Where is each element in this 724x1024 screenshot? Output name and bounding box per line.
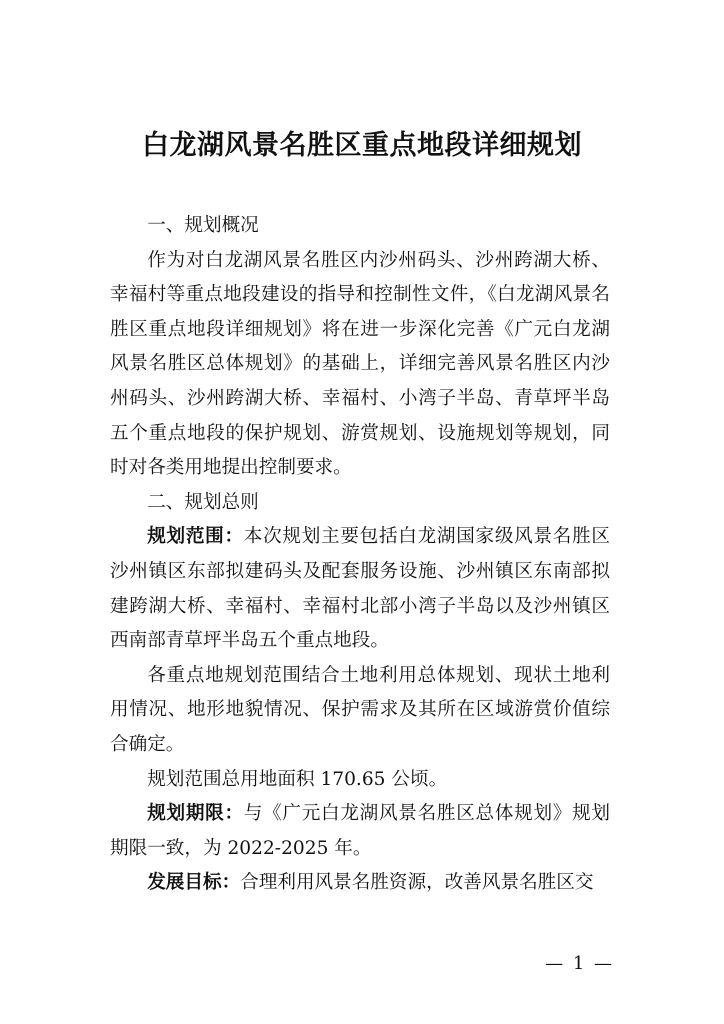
scope-label: 规划范围： (147, 526, 244, 548)
section-heading-overview: 一、规划概况 (147, 215, 259, 236)
goal-label: 发展目标： (147, 872, 241, 894)
document-body (110, 209, 610, 901)
goal-text: 合理利用风景名胜资源，改善风景名胜区交 (240, 872, 594, 894)
page-number: — 1 — (545, 953, 614, 974)
period-text: 与《广元白龙湖风景名胜区总体规划》规划期限一致，为 2022-2025 年。 (110, 803, 610, 859)
goal-paragraph (110, 866, 610, 901)
area-paragraph: 规划范围总用地面积 170.65 公顷。 (147, 768, 448, 790)
section-heading-general-rules: 二、规划总则 (147, 491, 259, 513)
overview-paragraph: 作为对白龙湖风景名胜区内沙州码头、沙州跨湖大桥、幸福村等重点地段建设的指导和控制性文件，《白龙湖风景名胜区重点地段详细规划》将在进一步深化完善《广元白龙湖风景名胜区总体规划》的基础上，详细完善风景名胜区内沙州码头、沙州跨湖大桥、幸福村、小湾子半岛、青草坪半岛五个重点地段的保护规划、游赏规划、设施规划等规划，同时对各类用地提出控制要求。 (110, 249, 610, 479)
document-title: 白龙湖风景名胜区重点地段详细规划 (142, 130, 582, 161)
scope-paragraph-2: 各重点地规划范围结合土地利用总体规划、现状土地利用情况、地形地貌情况、保护需求及其所在区域游赏价值综合确定。 (110, 664, 610, 755)
period-paragraph (110, 797, 610, 866)
period-label: 规划期限： (147, 803, 244, 825)
scope-paragraph (110, 520, 610, 658)
scope-text: 本次规划主要包括白龙湖国家级风景名胜区沙州镇区东部拟建码头及配套服务设施、沙州镇区东南部拟建跨湖大桥、幸福村、幸福村北部小湾子半岛以及沙州镇区西南部青草坪半岛五个重点地段。 (110, 526, 610, 652)
